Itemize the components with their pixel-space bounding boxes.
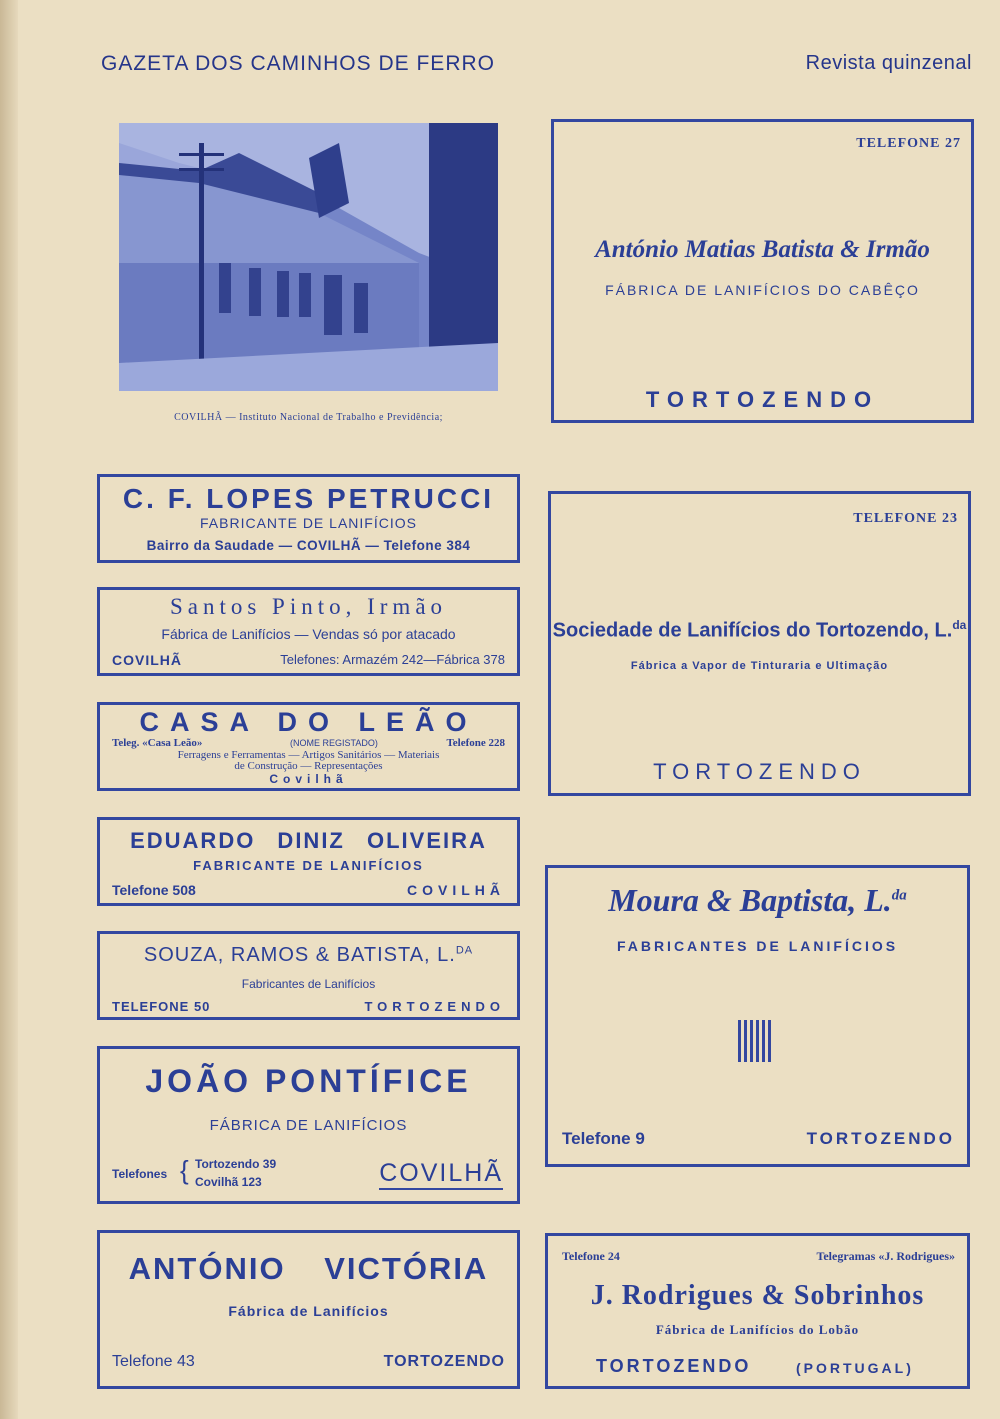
ad-casa-do-leao (97, 702, 520, 791)
ad-city: TORTOZENDO (364, 999, 505, 1014)
magazine-subtitle: Revista quinzenal (805, 52, 972, 74)
ad-telegrams: Telegramas «J. Rodrigues» (816, 1249, 955, 1263)
ad-description: FÁBRICA DE LANIFÍCIOS (209, 1117, 408, 1134)
ad-santos-pinto (97, 587, 520, 676)
ad-sociedade-lanificios-tortozendo (548, 491, 971, 796)
ad-phone: TELEFONE 23 (853, 511, 958, 526)
ad-phone-covilha: Covilhã 123 (195, 1175, 262, 1189)
ad-j-rodrigues-sobrinhos (545, 1233, 970, 1389)
ad-company-name-suffix: DA (455, 944, 474, 957)
ad-lopes-petrucci (97, 474, 520, 563)
ad-company-name (100, 944, 517, 967)
ad-description: FÁBRICA DE LANIFÍCIOS DO CABÊÇO (605, 282, 920, 298)
ad-products-line1: Ferragens e Ferramentas — Artigos Sanitários — Materiais (177, 749, 440, 761)
magazine-title: GAZETA DOS CAMINHOS DE FERRO (101, 52, 495, 75)
ad-registered-note: (NOME REGISTADO) (290, 738, 378, 748)
ad-phone: Telefone 9 (562, 1129, 645, 1148)
ad-phone: TELEFONE 50 (112, 999, 211, 1014)
page-binding-shadow (0, 0, 18, 1419)
ad-description: Fábrica de Lanifícios — Vendas só por atacado (161, 626, 456, 642)
ad-company-name-suffix: da (952, 618, 967, 632)
ad-description: Fábrica de Lanifícios (228, 1303, 389, 1319)
ad-eduardo-diniz-oliveira (97, 817, 520, 906)
ad-city: COVILHÃ (379, 1159, 503, 1190)
ad-description: Fábrica de Lanifícios do Lobão (655, 1322, 860, 1337)
ad-description: FABRICANTE DE LANIFÍCIOS (200, 515, 417, 531)
ad-country: (PORTUGAL) (796, 1360, 914, 1376)
ad-city: TORTOZENDO (383, 1353, 505, 1370)
ad-company-name: CASA DO LEÃO (139, 707, 478, 737)
ad-phone: Telefone 228 (446, 737, 505, 749)
ad-company-name-text: Moura & Baptista, L. (608, 882, 892, 918)
ad-telegram: Teleg. «Casa Leão» (112, 737, 203, 749)
ad-antonio-victoria (97, 1230, 520, 1389)
ad-description: Fabricantes de Lanifícios (241, 977, 376, 991)
ornament-bars (738, 1020, 774, 1062)
ad-city: COVILHÃ (112, 652, 182, 668)
ad-company-name-suffix: da (891, 887, 907, 904)
ad-city: TORTOZENDO (645, 387, 880, 412)
ad-phones-brace: { (180, 1155, 189, 1185)
ad-city: TORTOZENDO (653, 759, 866, 784)
ad-company-name (551, 618, 968, 643)
street-photo-illustration (119, 123, 498, 391)
ad-company-name: EDUARDO DINIZ OLIVEIRA (130, 828, 487, 853)
ad-description: FABRICANTE DE LANIFÍCIOS (193, 858, 424, 873)
ad-company-name: JOÃO PONTÍFICE (145, 1063, 472, 1099)
ad-company-name: Santos Pinto, Irmão (169, 594, 448, 619)
ad-phone: TELEFONE 27 (856, 136, 961, 151)
ad-company-name (548, 882, 967, 919)
ad-city: TORTOZENDO (596, 1356, 752, 1376)
ad-phone: Telefone 508 (112, 882, 196, 898)
ad-description: FABRICANTES DE LANIFÍCIOS (616, 938, 899, 954)
ad-products-line2: de Construção — Representações (234, 760, 383, 772)
ad-company-name: António Matias Batista & Irmão (595, 236, 930, 263)
ad-phone: Telefone 43 (112, 1353, 195, 1370)
ad-company-name: ANTÓNIO VICTÓRIA (128, 1251, 489, 1286)
ad-description: Fábrica a Vapor de Tinturaria e Ultimação (630, 660, 889, 672)
ad-company-name: J. Rodrigues & Sobrinhos (590, 1280, 925, 1311)
ad-joao-pontifice (97, 1046, 520, 1204)
ad-phones: Telefones: Armazém 242—Fábrica 378 (280, 652, 505, 667)
ad-city: TORTOZENDO (806, 1129, 955, 1148)
ad-city: COVILHÃ (407, 882, 505, 898)
ad-phone: Telefone 24 (562, 1249, 620, 1263)
ad-company-name-text: SOUZA, RAMOS & BATISTA, L. (143, 944, 456, 966)
ad-souza-ramos-batista (97, 931, 520, 1020)
photo-caption: COVILHÃ — Instituto Nacional de Trabalho e Previdência; (174, 412, 443, 423)
ad-phones-label: Telefones (112, 1167, 168, 1181)
ad-antonio-matias-batista (551, 119, 974, 423)
street-photo (119, 123, 498, 391)
ad-address-phone: Bairro da Saudade — COVILHÃ — Telefone 384 (146, 538, 471, 553)
ad-company-name: C. F. LOPES PETRUCCI (122, 483, 495, 514)
ad-phone-tortozendo: Tortozendo 39 (195, 1157, 277, 1171)
ad-city: Covilhã (269, 772, 348, 786)
ad-moura-baptista (545, 865, 970, 1167)
ad-company-name-text: Sociedade de Lanifícios do Tortozendo, L. (552, 619, 953, 642)
